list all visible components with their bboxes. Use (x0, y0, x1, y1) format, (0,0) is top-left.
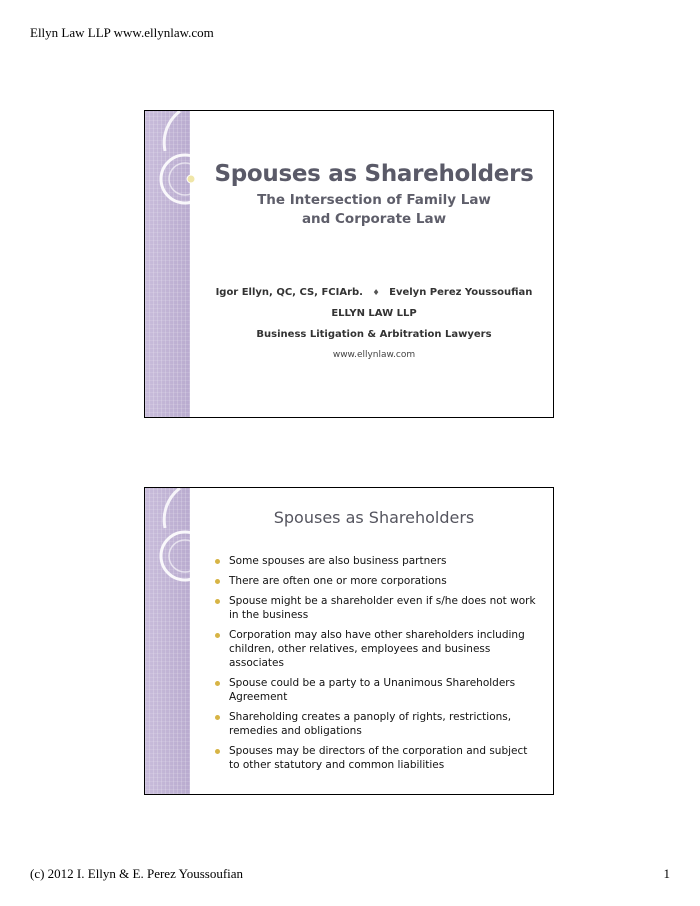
bullet-item: Some spouses are also business partners (213, 554, 541, 568)
slide-2-title: Spouses as Shareholders (273, 508, 475, 527)
bullet-item: Spouse might be a shareholder even if s/he does not work in the business (213, 594, 541, 622)
bullet-dot-icon (215, 715, 220, 720)
decorative-circles-icon (145, 488, 215, 608)
bullet-dot-icon (215, 559, 220, 564)
bullet-dot-icon (215, 633, 220, 638)
slide-2 (144, 487, 554, 795)
firm-tagline: Business Litigation & Arbitration Lawyers (256, 329, 492, 340)
bullet-dot-icon (215, 681, 220, 686)
slide-1-title: Spouses as Shareholders (214, 161, 534, 187)
bullet-list (213, 554, 541, 778)
page-number: 1 (663, 866, 670, 881)
authors (195, 287, 553, 298)
bullet-dot-icon (215, 599, 220, 604)
firm-name: ELLYN LAW LLP (331, 308, 417, 319)
firm-url: www.ellynlaw.com (332, 350, 416, 360)
bullet-item: Corporation may also have other shareholders including children, other relatives, employees and business associates (213, 628, 541, 670)
page-footer-copyright: (c) 2012 I. Ellyn & E. Perez Youssoufian (30, 866, 244, 881)
author-2: Evelyn Perez Youssoufian (389, 287, 533, 298)
page-header: Ellyn Law LLP www.ellynlaw.com (30, 25, 214, 40)
slide-1-subtitle (195, 191, 553, 229)
bullet-dot-icon (215, 749, 220, 754)
diamond-separator-icon: ♦ (372, 288, 380, 297)
subtitle-line-1: The Intersection of Family Law (257, 192, 491, 208)
bullet-dot-icon (215, 579, 220, 584)
subtitle-line-2: and Corporate Law (301, 211, 447, 227)
bullet-item: There are often one or more corporations (213, 574, 541, 588)
author-1: Igor Ellyn, QC, CS, FCIArb. (215, 287, 363, 298)
slide-1 (144, 110, 554, 418)
bullet-item: Spouses may be directors of the corporation and subject to other statutory and common liabilities (213, 744, 541, 772)
bullet-item: Shareholding creates a panoply of rights, restrictions, remedies and obligations (213, 710, 541, 738)
bullet-item: Spouse could be a party to a Unanimous Shareholders Agreement (213, 676, 541, 704)
